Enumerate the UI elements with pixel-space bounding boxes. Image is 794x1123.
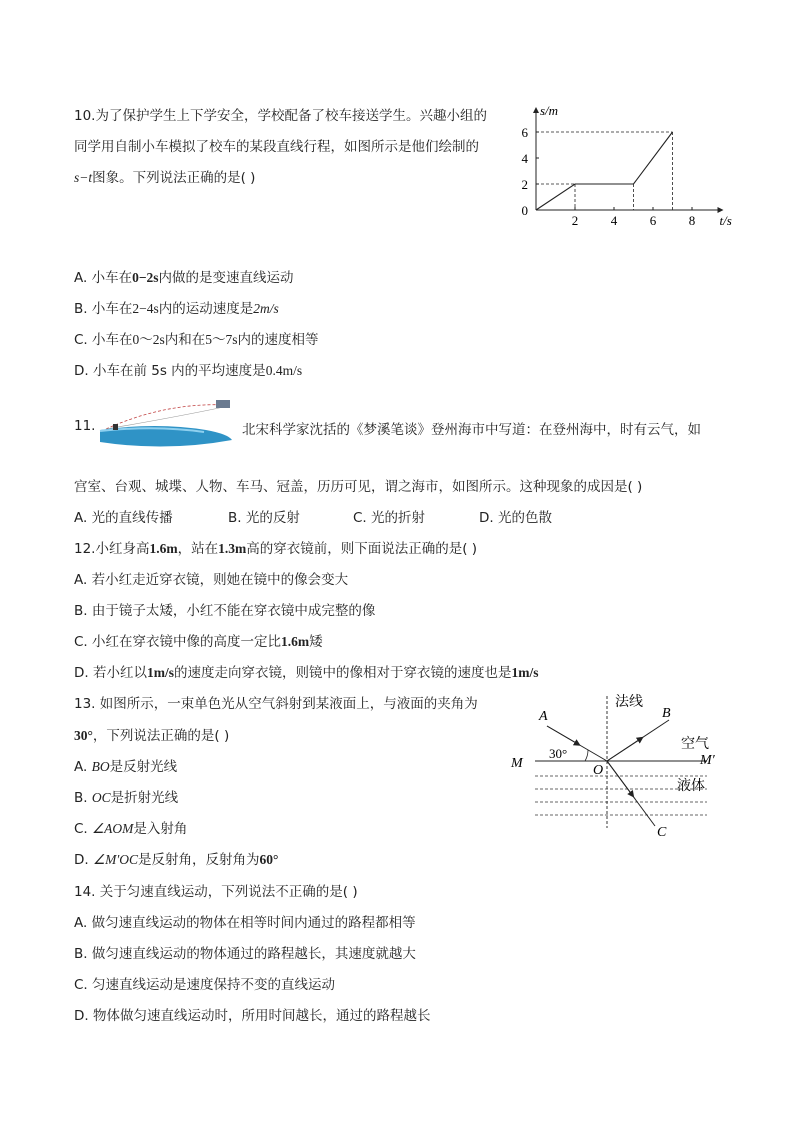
x-tick-label: 6 [649,213,657,228]
q13-option-b [74,786,178,806]
mirage-illustration [96,398,236,450]
q13-option-c-post: 是入射角 [133,821,188,837]
q10-option-c-math: 0～2s [132,332,165,347]
q13-option-a-pre: A. [74,759,92,775]
q13-angle-value: 30° [74,728,93,743]
q12-option-c-pre: C. 小红在穿衣镜中像的高度一定比 [74,634,282,650]
q12-line1-post: 高的穿衣镜前，则下面说法正确的是( ) [246,541,478,557]
q11-option-d: D. 光的色散 [479,510,552,526]
q11-option-a: A. 光的直线传播 [74,510,173,526]
q13-option-d-math: ∠M′OC [92,852,139,867]
q12-option-d-pre: D. 若小红以 [74,665,147,681]
q12-option-c [74,630,323,650]
q10-option-c-post: 内和在 [164,332,206,348]
q10-option-a-pre: A. 小车在 [74,270,133,286]
q12-option-a: A. 若小红走近穿衣镜，则她在镜中的像会变大 [74,572,349,588]
q12-option-b: B. 由于镜子太矮，小红不能在穿衣镜中成完整的像 [74,603,376,619]
y-axis-label: s/m [540,103,559,118]
q12-line1-mid: ，站在 [177,541,219,557]
q11-line2: 宫室、台观、城堞、人物、车马、冠盖，历历可见，谓之海市，如图所示。这种现象的成因是( ) [74,479,643,495]
q10-option-b-math2: 2m/s [253,301,279,316]
label-a: A [539,709,548,724]
label-b: B [662,706,671,721]
q13-line2 [74,724,229,744]
q12-option-d-math2: 1m/s [511,665,539,680]
q10-option-d-math: 0.4m/s [265,363,303,378]
label-c: C [657,825,667,840]
q10-line2: 同学用自制小车模拟了校车的某段直线行程，如图所示是他们绘制的 [74,139,479,155]
q11-option-c: C. 光的折射 [353,510,426,526]
q10-option-d [74,359,302,379]
x-tick-label: 4 [610,213,618,228]
label-liquid: 液体 [677,779,705,794]
q13-option-c-math: ∠AOM [92,821,134,836]
q13-refraction-diagram [505,690,735,840]
y-tick-label: 4 [521,151,528,166]
q11-option-b: B. 光的反射 [228,510,300,526]
ray-ob-arrow [607,738,642,761]
q13-option-d-pre: D. [74,852,93,868]
q12-line1-pre: 12.小红身高 [74,541,150,557]
q10-option-c [74,328,319,348]
label-angle: 30° [549,746,568,761]
label-m: M [511,756,523,771]
q12-option-d [74,661,538,681]
q10-option-a-math: 0−2s [132,270,159,285]
q13-option-a [74,755,177,775]
q14-option-c: C. 匀速直线运动是速度保持不变的直线运动 [74,977,336,993]
observer-figure [113,424,118,430]
q10-option-a-post: 内做的是变速直线运动 [158,270,294,286]
q13-option-d [74,848,278,868]
q14-option-b: B. 做匀速直线运动的物体通过的路程越长，其速度就越大 [74,946,416,962]
q10-option-c-post2: 内的速度相等 [237,332,319,348]
mirage-light-path [106,405,228,429]
q10-option-b-post: 内的运动速度是 [158,301,254,317]
q12-line1 [74,537,477,557]
q11-line1: 北宋科学家沈括的《梦溪笔谈》登州海市中写道：在登州海中，时有云气，如 [242,422,701,438]
q13-option-d-post: 是反射角，反射角为 [138,852,260,868]
y-tick-label: 6 [521,125,528,140]
mirage-image [216,400,230,408]
y-tick-label: 0 [521,203,528,218]
q11-number: 11. [74,418,96,434]
label-normal: 法线 [615,695,643,710]
q13-option-b-math: OC [91,790,111,805]
q13-option-c-pre: C. [74,821,93,837]
q13-option-a-post: 是反射光线 [109,759,178,775]
series-line [536,132,673,210]
q13-option-c [74,817,187,837]
q10-option-c-math2: 5～7s [205,332,238,347]
q10-option-c-pre: C. 小车在 [74,332,133,348]
q10-st-var: s−t [74,170,93,185]
y-tick-label: 2 [521,177,528,192]
q13-option-d-math2: 60° [259,852,279,867]
q10-option-b-pre: B. 小车在 [74,301,133,317]
ray-ao-arrow [547,726,579,745]
x-tick-label: 2 [571,213,579,228]
q10-st-chart [508,100,730,232]
q14-line1: 14. 关于匀速直线运动，下列说法不正确的是( ) [74,884,358,900]
q12-option-c-post: 矮 [309,634,323,650]
q12-option-d-mid: 的速度走向穿衣镜，则镜中的像相对于穿衣镜的速度也是 [173,665,512,681]
q13-line2-rest: ，下列说法正确的是( ) [92,728,230,744]
q12-option-d-math: 1m/s [146,665,174,680]
x-tick-label: 8 [688,213,696,228]
q10-line1: 10.为了保护学生上下学安全，学校配备了校车接送学生。兴趣小组的 [74,108,487,124]
q12-height-person: 1.6m [149,541,178,556]
q12-option-c-math: 1.6m [281,634,310,649]
angle-arc [585,750,588,761]
q10-option-b-math: 2−4s [132,301,159,316]
x-axis-label: t/s [719,213,732,228]
mirage-straight-path [106,407,224,429]
q14-option-d: D. 物体做匀速直线运动时，所用时间越长，通过的路程越长 [74,1008,431,1024]
label-o: O [593,763,604,778]
q10-line3-rest: 图象。下列说法正确的是( ) [92,170,256,186]
q10-line3 [74,166,255,186]
q13-line1: 13. 如图所示，一束单色光从空气斜射到某液面上，与液面的夹角为 [74,696,478,712]
q14-option-a: A. 做匀速直线运动的物体在相等时间内通过的路程都相等 [74,915,416,931]
q13-option-b-pre: B. [74,790,92,806]
q12-height-mirror: 1.3m [218,541,247,556]
ray-oc-arrow [607,761,633,796]
label-air: 空气 [681,737,709,752]
q10-option-a [74,266,294,286]
label-m-prime: M′ [700,753,715,768]
q10-option-b [74,297,279,317]
q10-option-d-pre: D. 小车在前 5s 内的平均速度是 [74,363,266,379]
q13-option-a-math: BO [91,759,110,774]
q13-option-b-post: 是折射光线 [110,790,179,806]
y-axis-arrow [533,107,539,113]
